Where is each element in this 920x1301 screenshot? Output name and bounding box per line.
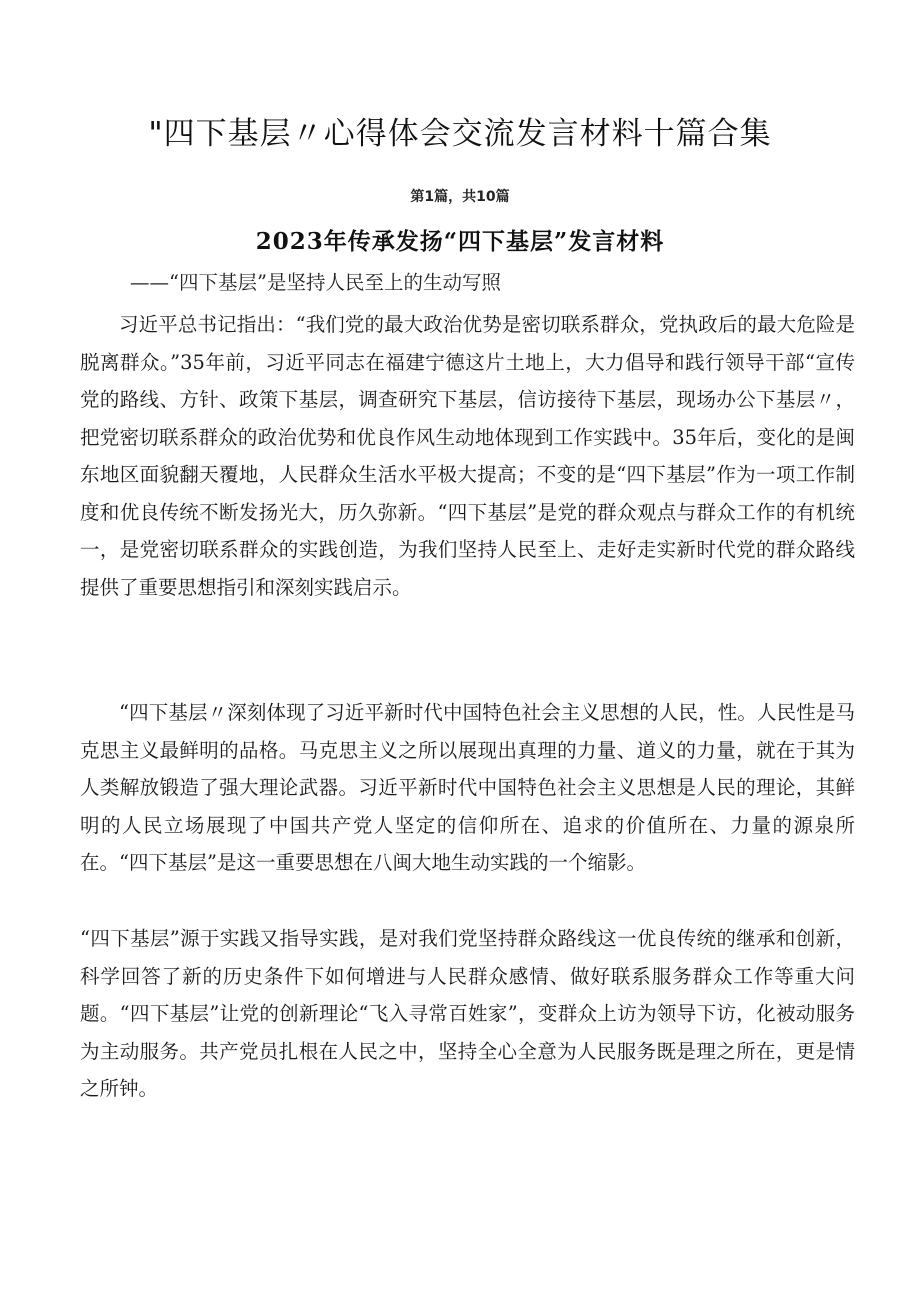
document-title: "四下基层〃心得体会交流发言材料十篇合集: [148, 116, 772, 152]
paragraph-text: 习近平总书记指出：“我们党的最大政治优势是密切联系群众，党执政后的最大危险是脱离群众。”35年前，习近平同志在福建宁德这片土地上，大力倡导和践行领导干部“宣传党的路线、方针、政策下基层，调查研究下基层，信访接待下基层，现场办公下基层〃，把党密切联系群众的政治优势和优良作风生动地体现到工作实践中。35年后，变化的是闽东地区面貌翻天覆地，人民群众生活水平极大提高；不变的是“四下基层”作为一项工作制度和优良传统不断发扬光大，历久弥新。“四下基层”是党的群众观点与群众工作的有机统一，是党密切联系群众的实践创造，为我们坚持人民至上、走好走实新时代党的群众路线提供了重要思想指引和深刻实践启示。: [80, 313, 855, 599]
article-subtitle: ——“四下基层”是坚持人民至上的生动写照: [130, 271, 501, 294]
paragraph-3: [80, 920, 855, 1108]
part-counter: 第1篇，共10篇: [410, 189, 510, 205]
paragraph-1: [80, 306, 855, 606]
paragraph-text: “四下基层〃深刻体现了习近平新时代中国特色社会主义思想的人民，性。人民性是马克思主义最鲜明的品格。马克思主义之所以展现出真理的力量、道义的力量，就在于其为人类解放锻造了强大理论武器。习近平新时代中国特色社会主义思想是人民的理论，其鲜明的人民立场展现了中国共产党人坚定的信仰所在、追求的价值所在、力量的源泉所在。“四下基层”是这一重要思想在八闽大地生动实践的一个缩影。: [80, 701, 855, 874]
paragraph-text: “四下基层”源于实践又指导实践，是对我们党坚持群众路线这一优良传统的继承和创新，科学回答了新的历史条件下如何增进与人民群众感情、做好联系服务群众工作等重大问题。“四下基层”让党的创新理论“飞入寻常百姓家”，变群众上访为领导下访，化被动服务为主动服务。共产党员扎根在人民之中，坚持全心全意为人民服务既是理之所在，更是情之所钟。: [80, 927, 855, 1100]
article-title: 2023年传承发扬“四下基层”发言材料: [255, 228, 665, 255]
paragraph-2: [80, 694, 855, 882]
